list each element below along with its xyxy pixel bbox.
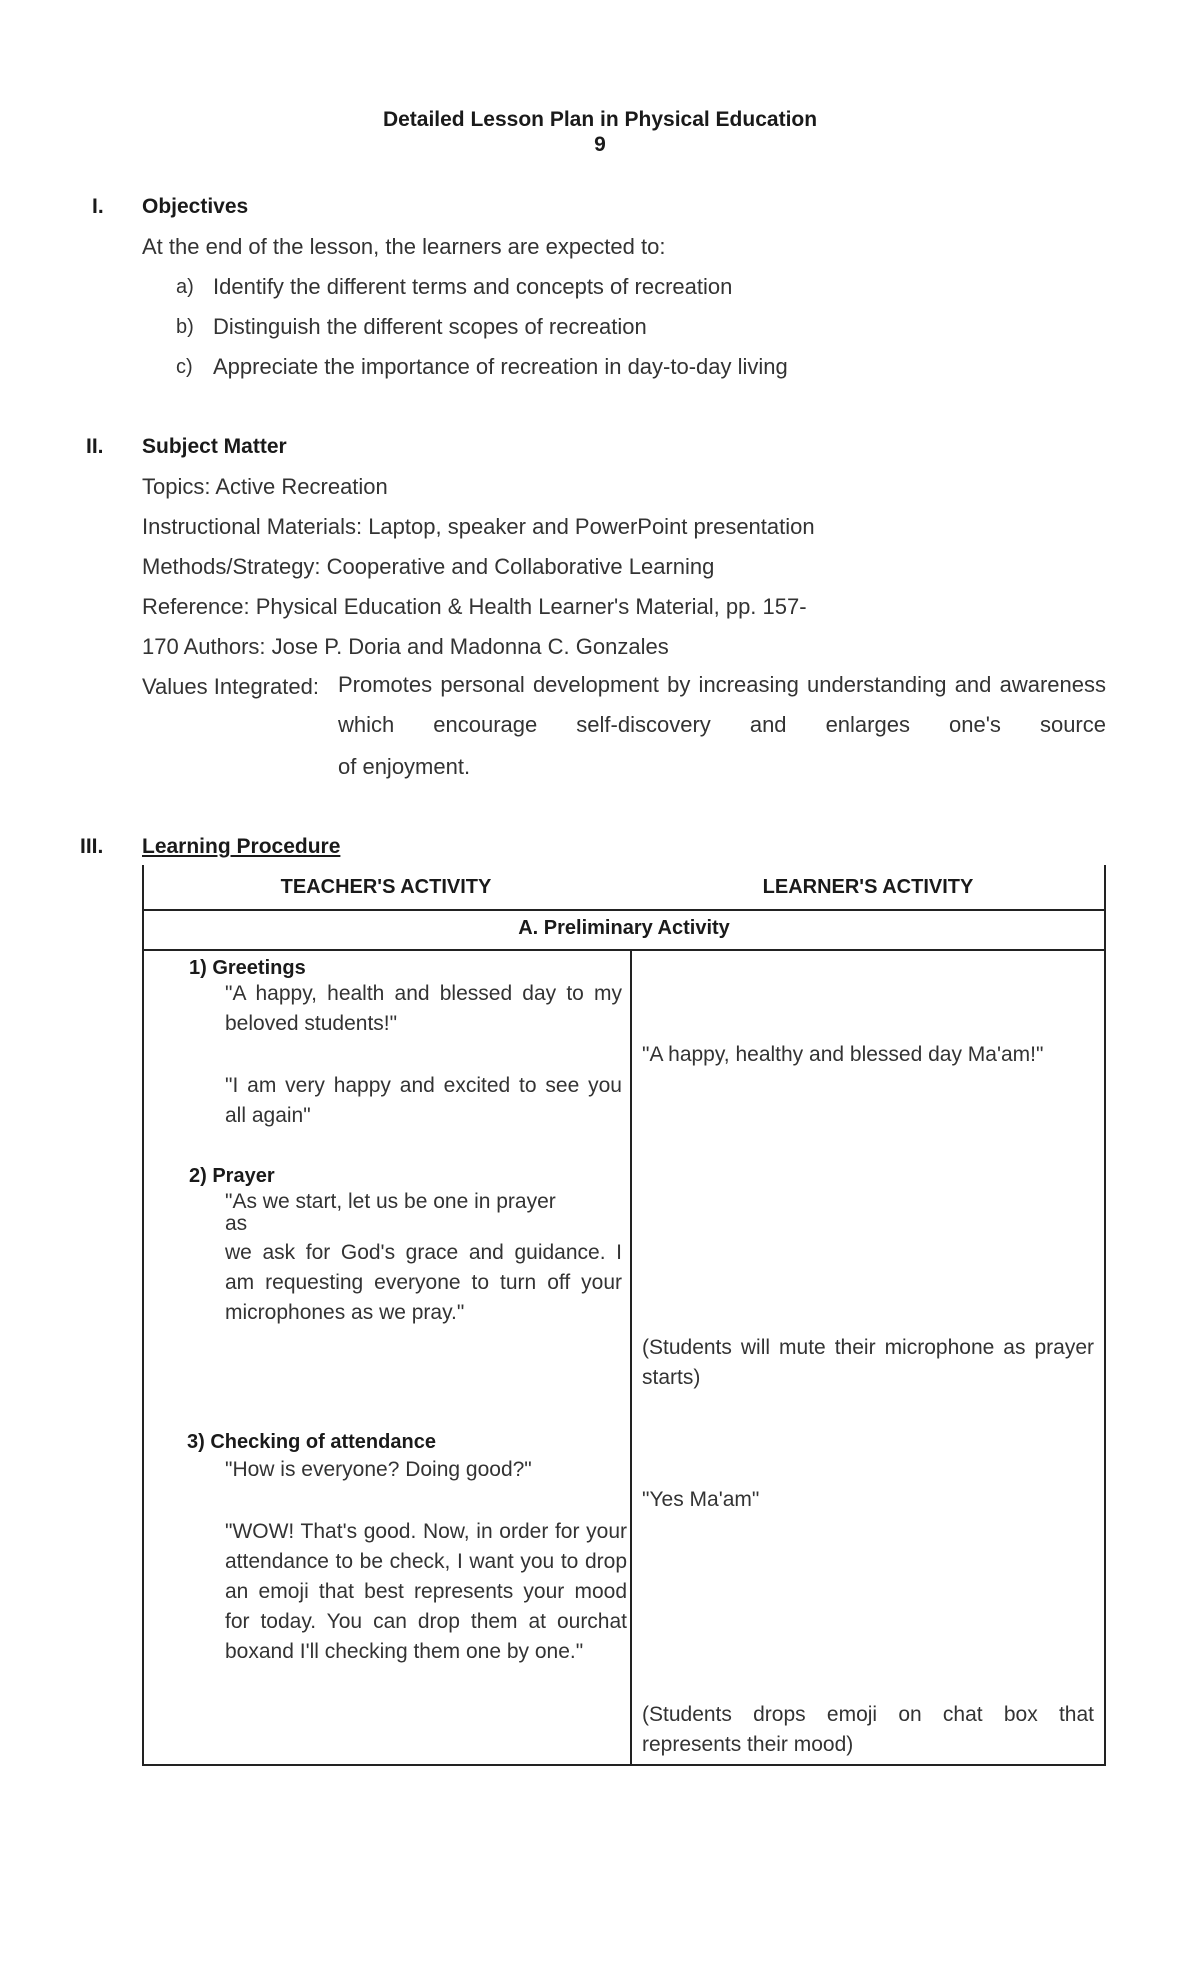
table-border-left — [142, 865, 144, 1766]
objective-letter: a) — [176, 276, 194, 298]
document-title: Detailed Lesson Plan in Physical Education — [382, 108, 818, 131]
greetings-heading: 1) Greetings — [189, 957, 306, 979]
subject-authors: 170 Authors: Jose P. Doria and Madonna C. Gonzales — [142, 634, 669, 659]
greetings-teacher-line: "I am very happy and excited to see you all again" — [225, 1074, 622, 1127]
subject-materials: Instructional Materials: Laptop, speaker and PowerPoint presentation — [142, 514, 815, 539]
activity-table — [142, 865, 1106, 1766]
table-rule-section — [142, 949, 1106, 951]
objectives-intro: At the end of the lesson, the learners are expected to: — [142, 234, 666, 259]
greetings-learner-response: "A happy, healthy and blessed day Ma'am!" — [642, 1043, 1044, 1066]
attendance-learner-action: (Students drops emoji on chat box that represents their mood) — [642, 1703, 1094, 1756]
table-column-divider — [630, 949, 632, 1766]
learning-procedure-heading: Learning Procedure — [142, 835, 341, 858]
attendance-heading: 3) Checking of attendance — [187, 1431, 436, 1453]
section-numeral-objectives: I. — [92, 195, 104, 218]
subject-topics: Topics: Active Recreation — [142, 474, 388, 499]
objective-item: Identify the different terms and concepts of recreation — [213, 274, 733, 299]
objective-letter: c) — [176, 356, 193, 378]
document-grade: 9 — [594, 133, 606, 156]
prayer-teacher-line: "As we start, let us be one in prayer — [225, 1190, 556, 1213]
attendance-learner-response: "Yes Ma'am" — [642, 1488, 760, 1511]
table-border-right — [1104, 865, 1106, 1766]
prayer-heading: 2) Prayer — [189, 1165, 275, 1187]
values-text — [338, 665, 1106, 745]
objectives-heading: Objectives — [142, 195, 249, 218]
values-text-main: Promotes personal development by increasing understanding and awareness which encourage self-discovery and enlarges one's source — [338, 672, 1106, 737]
values-label: Values Integrated: — [142, 674, 319, 699]
prayer-teacher-line: as — [225, 1212, 248, 1235]
objective-item: Distinguish the different scopes of recreation — [213, 314, 647, 339]
section-numeral-subject: II. — [86, 435, 104, 458]
column-header-learner: LEARNER'S ACTIVITY — [762, 876, 974, 898]
table-border-bottom — [142, 1764, 1106, 1766]
attendance-teacher-text: "WOW! That's good. Now, in order for your attendance to be check, I want you to drop an emoji that best represents your mood for today. You can drop them at ourchat boxand I'll checking them one by one." — [225, 1520, 627, 1663]
column-header-teacher: TEACHER'S ACTIVITY — [280, 876, 492, 898]
section-numeral-procedure: III. — [80, 835, 104, 858]
table-rule-header — [142, 909, 1106, 911]
subject-matter-heading: Subject Matter — [142, 435, 287, 458]
attendance-teacher-line: "How is everyone? Doing good?" — [225, 1458, 532, 1481]
objective-item: Appreciate the importance of recreation in day-to-day living — [213, 354, 788, 379]
section-preliminary-activity: A. Preliminary Activity — [518, 917, 730, 939]
objective-letter: b) — [176, 316, 194, 338]
subject-methods: Methods/Strategy: Cooperative and Collaborative Learning — [142, 554, 715, 579]
subject-reference: Reference: Physical Education & Health Learner's Material, pp. 157- — [142, 594, 807, 619]
prayer-learner-response: (Students will mute their microphone as prayer starts) — [642, 1336, 1094, 1389]
values-text-end: of enjoyment. — [338, 754, 471, 779]
greetings-teacher-line: "A happy, health and blessed day to my beloved students!" — [225, 982, 622, 1035]
prayer-teacher-text: we ask for God's grace and guidance. I am requesting everyone to turn off your microphones as we pray." — [225, 1241, 622, 1324]
